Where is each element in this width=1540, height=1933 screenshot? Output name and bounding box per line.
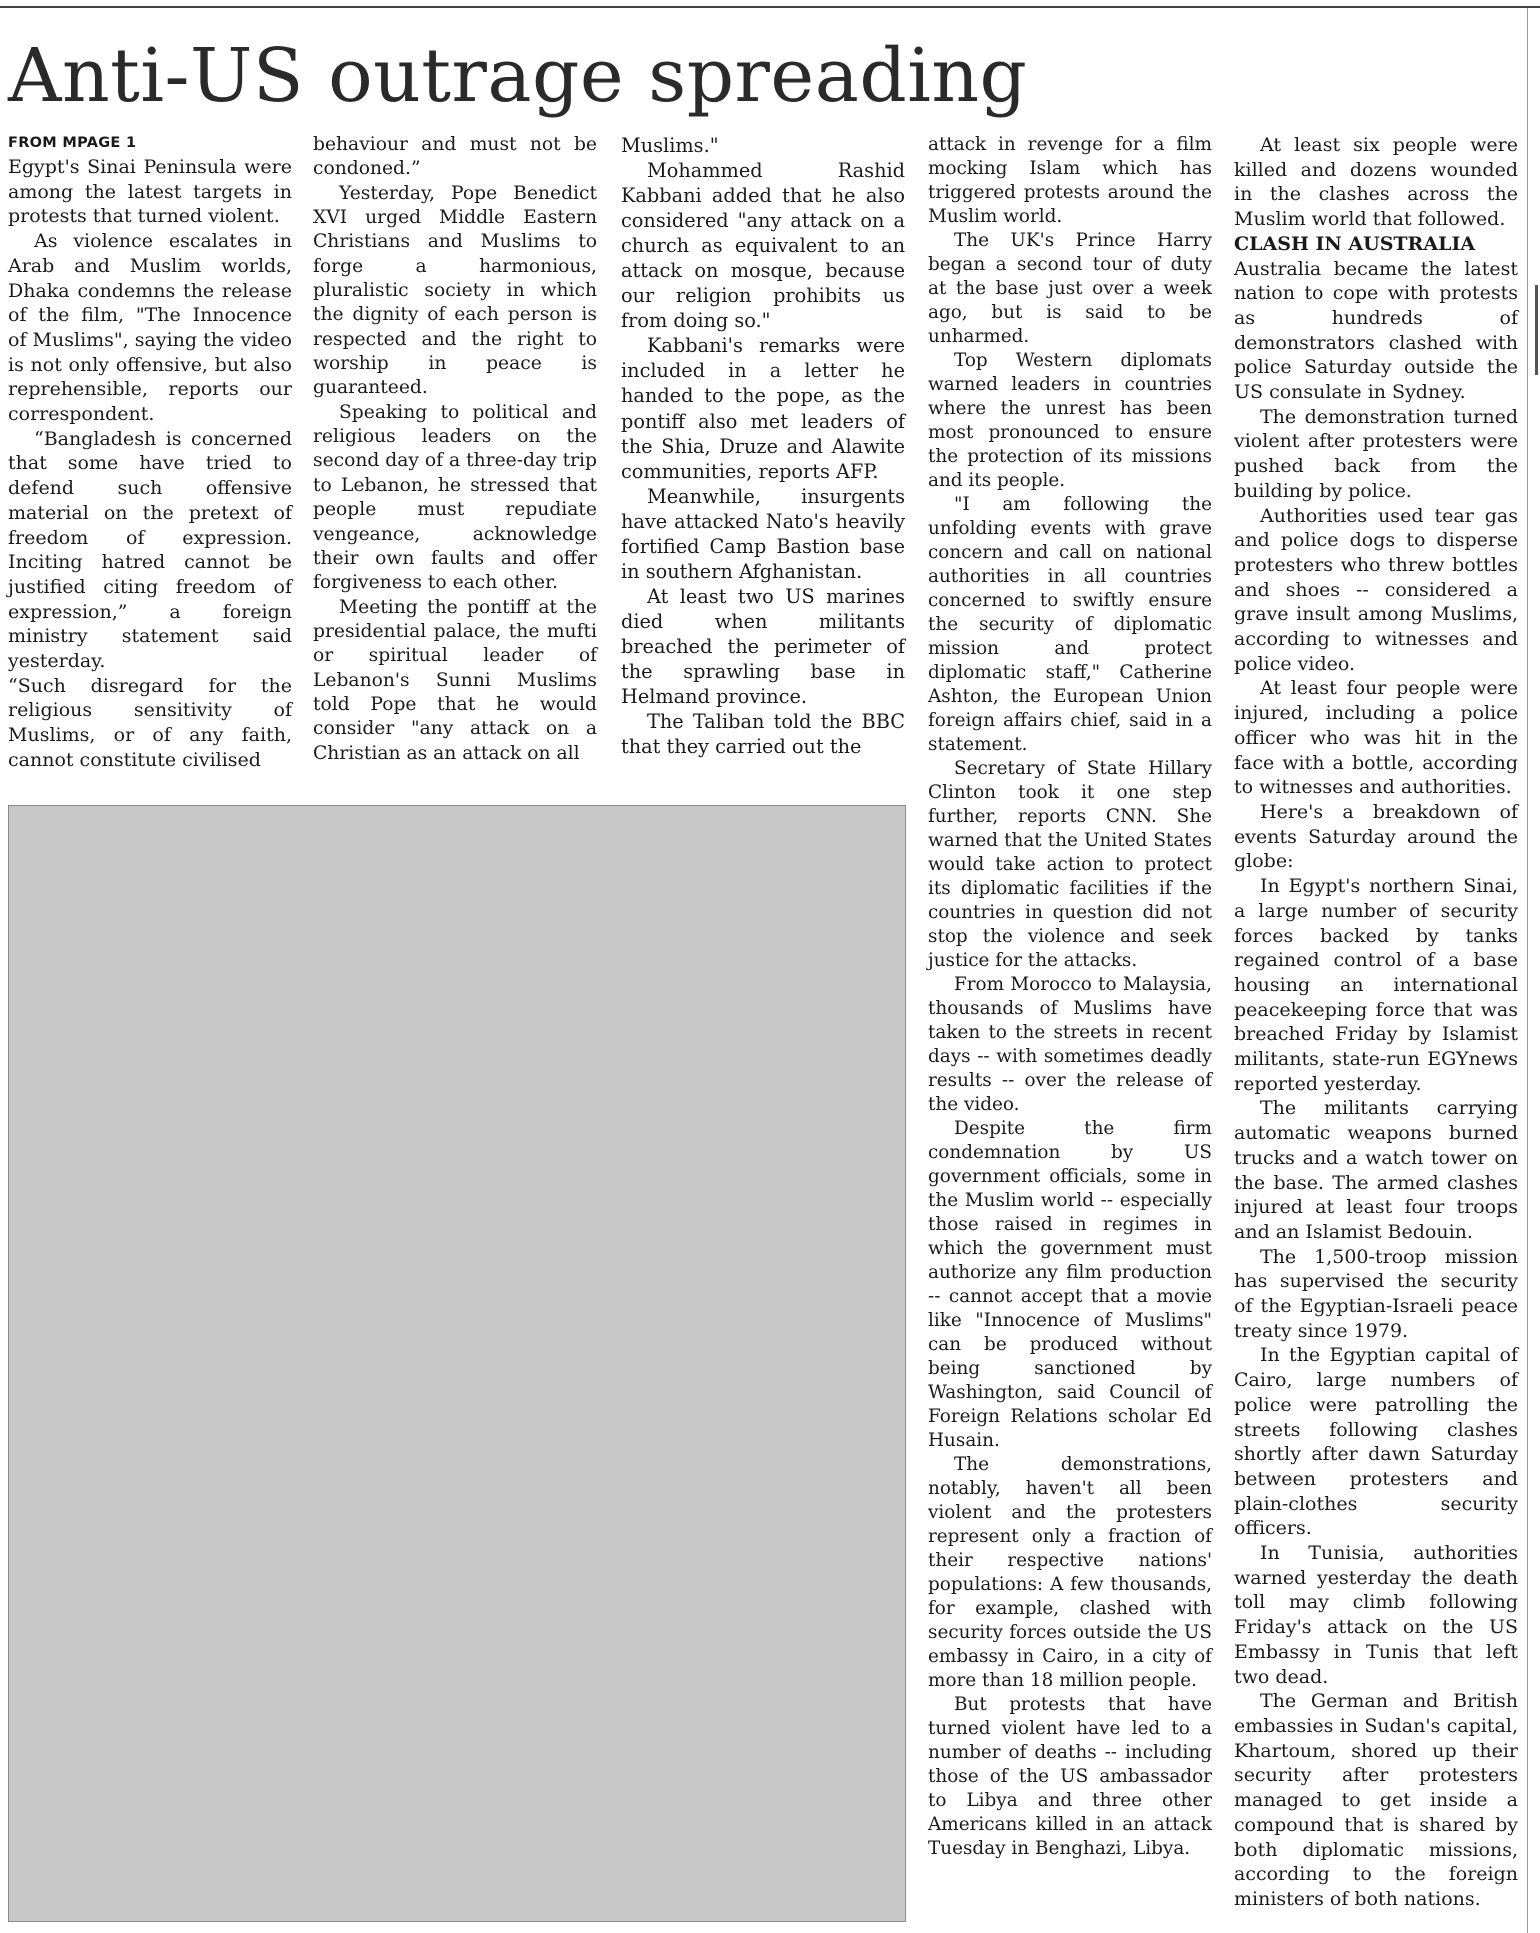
article-column-2 — [313, 133, 597, 773]
paragraph: The militants carrying automatic weapons burned trucks and a watch tower on the base. The armed clashes injured at least four troops and an Islamist Bedouin. — [1234, 1097, 1518, 1243]
kicker: FROM MPAGE 1 — [8, 135, 137, 151]
article-column-3 — [621, 133, 905, 773]
paragraph: As violence escalates in Arab and Muslim worlds, Dhaka condemns the release of the film, "The Innocence of Muslims", saying the video is not only offensive, but also reprehensible, reports our correspondent. — [8, 230, 292, 426]
paragraph: In Egypt's northern Sinai, a large number of security forces backed by tanks regained control of a base housing an international peacekeeping force that was breached Friday by Islamist militants, state-run EGYnews reported yesterday. — [1234, 875, 1518, 1095]
paragraph: From Morocco to Malaysia, thousands of Muslims have taken to the streets in recent days -- with sometimes deadly results -- over the release of the video. — [928, 974, 1212, 1115]
paragraph: The UK's Prince Harry began a second tour of duty at the base just over a week ago, but is said to be unharmed. — [928, 230, 1212, 347]
paragraph: Despite the firm condemnation by US government officials, some in the Muslim world -- especially those raised in regimes in which the government must authorize any film production -- cannot accept that a movie like "Innocence of Muslims" can be produced without being sanctioned by Washington, said Council of Foreign Relations scholar Ed Husain. — [928, 1118, 1212, 1451]
paragraph: Muslims." — [621, 134, 719, 157]
paragraph: The German and British embassies in Sudan's capital, Khartoum, shored up their security after protesters managed to get inside a compound that is shared by both diplomatic missions, according to the foreign ministers of both nations. — [1234, 1690, 1518, 1910]
article-column-4 — [928, 133, 1212, 1923]
paragraph: At least two US marines died when militants breached the perimeter of the sprawling base in Helmand province. — [621, 584, 905, 709]
paragraph: Meeting the pontiff at the presidential palace, the mufti or spiritual leader of Lebanon's Sunni Muslims told Pope that he would consider "any attack on a Christian as an attack on all — [313, 596, 597, 764]
paragraph: Egypt's Sinai Peninsula were among the latest targets in protests that turned violent. — [8, 156, 292, 228]
paragraph: The Taliban told the BBC that they carried out the — [621, 710, 905, 759]
photo-placeholder — [8, 805, 906, 1922]
paragraph: In Tunisia, authorities warned yesterday the death toll may climb following Friday's attack on the US Embassy in Tunis that left two dead. — [1234, 1542, 1518, 1688]
paragraph: “Bangladesh is concerned that some have tried to defend such offensive material on the pretext of freedom of expression. Inciting hatred cannot be justified citing freedom of expression,” a foreign ministry statement said yesterday. — [8, 427, 292, 673]
paragraph: The demonstration turned violent after protesters were pushed back from the building by police. — [1234, 405, 1518, 502]
paragraph: Speaking to political and religious leaders on the second day of a three-day trip to Lebanon, he stressed that people must repudiate vengeance, acknowledge their own faults and offer forgiveness to each other. — [313, 401, 597, 594]
paragraph: “Such disregard for the religious sensitivity of Muslims, or of any faith, cannot constitute civilised — [8, 674, 292, 771]
paragraph: attack in revenge for a film mocking Islam which has triggered protests around the Muslim world. — [928, 134, 1212, 227]
paragraph: Top Western diplomats warned leaders in countries where the unrest has been most pronounced to ensure the protection of its missions and its people. — [928, 350, 1212, 491]
paragraph: Australia became the latest nation to cope with protests as hundreds of demonstrators clashed with police Saturday outside the US consulate in Sydney. — [1234, 257, 1518, 404]
paragraph: Kabbani's remarks were included in a letter he handed to the pope, as the pontiff also met leaders of the Shia, Druze and Alawite communities, reports AFP. — [621, 334, 905, 483]
paragraph: Secretary of State Hillary Clinton took it one step further, reports CNN. She warned that the United States would take action to protect its diplomatic facilities if the countries in question did not stop the violence and seek justice for the attacks. — [928, 758, 1212, 971]
paragraph: Here's a breakdown of events Saturday around the globe: — [1234, 800, 1518, 873]
paragraph: Meanwhile, insurgents have attacked Nato's heavily fortified Camp Bastion base in southern Afghanistan. — [621, 484, 905, 583]
subheading: CLASH IN AUSTRALIA — [1234, 232, 1476, 255]
paragraph: But protests that have turned violent have led to a number of deaths -- including those of the US ambassador to Libya and three other Americans killed in an attack Tuesday in Benghazi, Libya. — [928, 1694, 1212, 1859]
paragraph: Mohammed Rashid Kabbani added that he also considered "any attack on a church as equivalent to an attack on mosque, because our religion prohibits us from doing so." — [621, 159, 905, 333]
top-rule — [0, 6, 1540, 8]
article-column-1 — [8, 133, 292, 773]
paragraph: At least six people were killed and dozens wounded in the clashes across the Muslim world that followed. — [1234, 134, 1518, 231]
paragraph: "I am following the unfolding events with grave concern and call on national authorities in all countries concerned to swiftly ensure the security of diplomatic mission and protect diplomatic staff," Catherine Ashton, the European Union foreign affairs chief, said in a statement. — [928, 494, 1212, 755]
margin-marker — [1527, 285, 1538, 375]
paragraph: In the Egyptian capital of Cairo, large numbers of police were patrolling the streets following clashes shortly after dawn Saturday between protesters and plain-clothes security officers. — [1234, 1344, 1518, 1540]
paragraph: At least four people were injured, including a police officer who was hit in the face with a bottle, according to witnesses and authorities. — [1234, 677, 1518, 799]
paragraph: The demonstrations, notably, haven't all been violent and the protesters represent only a fraction of their respective nations' populations: A few thousands, for example, clashed with security forces outside the US embassy in Cairo, in a city of more than 18 million people. — [928, 1454, 1212, 1691]
paragraph: Yesterday, Pope Benedict XVI urged Middle Eastern Christians and Muslims to forge a harmonious, pluralistic society in which the dignity of each person is respected and the right to worship in peace is guaranteed. — [313, 182, 597, 399]
paragraph: The 1,500-troop mission has supervised the security of the Egyptian-Israeli peace treaty since 1979. — [1234, 1245, 1518, 1342]
headline: Anti-US outrage spreading — [8, 33, 1028, 119]
article-column-5 — [1234, 133, 1518, 1923]
paragraph: Authorities used tear gas and police dogs to disperse protesters who threw bottles and shoes -- considered a grave insult among Muslims, according to witnesses and police video. — [1234, 504, 1518, 675]
paragraph: behaviour and must not be condoned.” — [313, 134, 597, 180]
